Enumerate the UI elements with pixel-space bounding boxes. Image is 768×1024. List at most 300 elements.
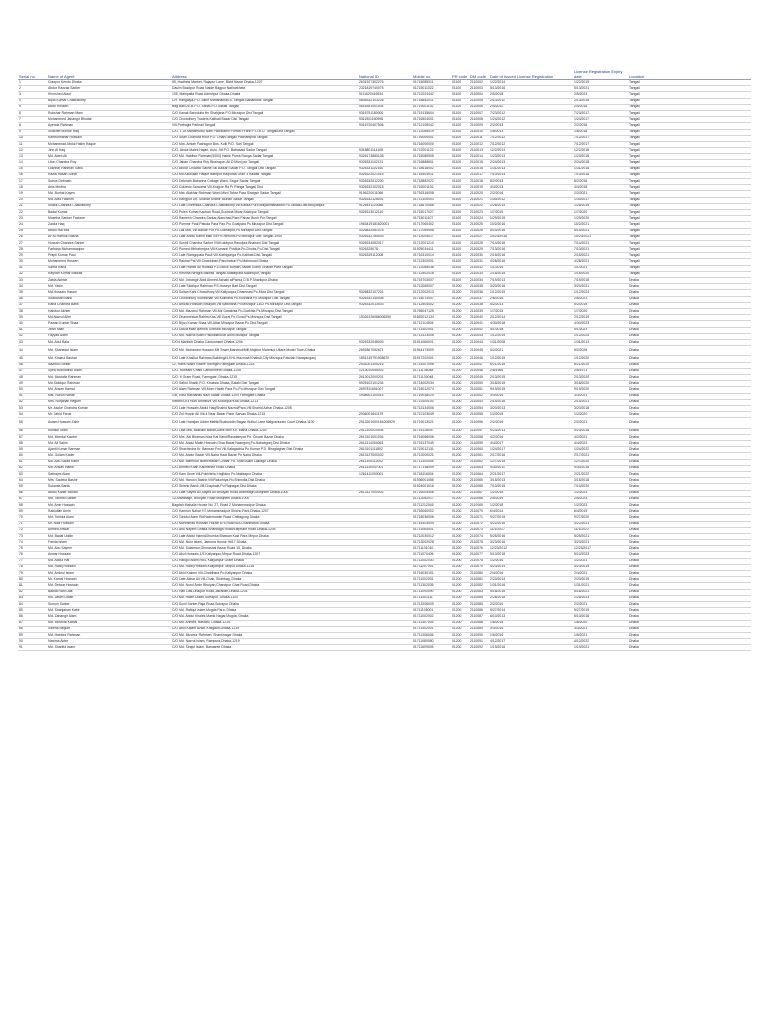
cell-mobile: 01716310014 [412, 253, 451, 259]
cell-location: Dhaka [628, 490, 751, 496]
cell-dm-code: 2110016 [469, 166, 489, 172]
cell-location: Tangail [628, 117, 751, 123]
cell-address: 1/B, East Hasnahas Nazi Sadar Dhaka 1209 Farmgate Dhaka [171, 393, 358, 399]
col-header-location: Location [628, 66, 751, 80]
cell-mobile: 01718852011 [412, 98, 451, 104]
cell-mobile: 01717138009 [412, 465, 451, 471]
cell-serial: 28 [18, 247, 47, 253]
cell-location: Tangail [628, 271, 751, 277]
cell-issue-date: 1/1/2016 [489, 265, 573, 271]
cell-serial: 11 [18, 141, 47, 147]
cell-pr-code: 01200 [451, 484, 469, 490]
cell-agent-name: Liton Chandra Roy [47, 160, 171, 166]
cell-national-id: 9316751180000 [358, 110, 412, 116]
cell-mobile: 01715011107 [412, 216, 451, 222]
cell-dm-code: 2110002 [469, 80, 489, 86]
cell-agent-name: Nazmul Sorkar [47, 362, 171, 368]
cell-serial: 38 [18, 308, 47, 314]
cell-national-id: 9326313012110 [358, 209, 412, 215]
cell-pr-code: 01200 [451, 284, 469, 290]
cell-dm-code: 2110044 [469, 339, 489, 345]
cell-location: Dhaka [628, 509, 751, 515]
cell-address: C/O Kamrun Nahar H7,Mohammadpur Shishu Park,Dhaka-1207 [171, 509, 358, 515]
cell-location: Dhaka [628, 356, 751, 362]
cell-address: C/O Md. Nazrul Islam, Rampura,Dhaka-1219 [171, 639, 358, 645]
cell-location: Dhaka [628, 645, 751, 651]
cell-dm-code: 2110006 [469, 104, 489, 110]
cell-issue-date: 2/4/2011 [489, 104, 573, 110]
cell-mobile: 01715303004 [412, 521, 451, 527]
cell-mobile: 01715137049 [412, 441, 451, 447]
cell-mobile: 01712065007 [412, 284, 451, 290]
cell-expiry-date: 6/4/2019 [573, 509, 628, 515]
cell-pr-code: 01200 [451, 333, 469, 339]
cell-expiry-date: 1/2/2021 [573, 558, 628, 564]
cell-dm-code: 2110032 [469, 265, 489, 271]
cell-pr-code: 01200 [451, 515, 469, 521]
cell-issue-date: 2/2/2016 [489, 418, 573, 428]
table-row [18, 418, 751, 428]
cell-address: C/O Md. Rafiqul Islam,Mugda Para, Dhaka [171, 608, 358, 614]
cell-agent-name: Md. Tahmid Sarker [47, 496, 171, 502]
cell-agent-name: Mrs. Nurjahan Begum [47, 399, 171, 405]
cell-mobile: 01714002034 [412, 381, 451, 387]
cell-location: Dhaka [628, 484, 751, 490]
cell-serial: 29 [18, 253, 47, 259]
cell-agent-name: Zaidul Haq [47, 222, 171, 228]
cell-mobile: 01712103049 [412, 412, 451, 418]
cell-address: C/O Md. Johangir Abdl,Ahmed Ashabi alPamul O.B.P.Sharikpur.Dhaka [171, 278, 358, 284]
cell-location: Tangail [628, 228, 751, 234]
cell-serial: 66 [18, 490, 47, 496]
cell-mobile: 01711001111 [412, 595, 451, 601]
cell-mobile: 01716888601 [412, 160, 451, 166]
cell-address: Daulin Bazdpur Road Nalde Bagpur Natharkhela [171, 86, 358, 92]
cell-expiry-date: 10/23/2021 [573, 234, 628, 240]
cell-agent-name: Md. Tohidul Alam [47, 515, 171, 521]
cell-serial: 76 [18, 552, 47, 558]
cell-location: Dhaka [628, 399, 751, 405]
cell-mobile: 01716403011 [412, 172, 451, 178]
cell-expiry-date: 2/2/2018 [573, 123, 628, 129]
cell-expiry-date: 1/24/2022 [573, 447, 628, 453]
cell-serial: 39 [18, 315, 47, 321]
cell-serial: 57 [18, 434, 47, 440]
cell-address: C/O Rangpur Dir. Shahar Shahir Bluhan Sadar Tangail [171, 197, 358, 203]
cell-location: Dhaka [628, 595, 751, 601]
cell-issue-date: 2/6/2016 [489, 296, 573, 302]
cell-address: C/O Late Hamijan Uddin Mallik/Shabuddin Bagan Bulbul Lane Nalgoshurain Court Dhaka-1100 [171, 418, 358, 428]
cell-address: C/O Md. Nazrul Islam Pachalkbonar Alom Mizapur Tangail [171, 333, 358, 339]
cell-location: Dhaka [628, 614, 751, 620]
cell-location: Dhaka [628, 418, 751, 428]
cell-serial: 88 [18, 626, 47, 632]
cell-pr-code: 01100 [451, 185, 469, 191]
cell-serial: 63 [18, 472, 47, 478]
cell-location: Dhaka [628, 327, 751, 333]
cell-serial: 31 [18, 265, 47, 271]
cell-dm-code: 2110027 [469, 234, 489, 240]
cell-mobile: 01715012131 [412, 447, 451, 453]
cell-agent-name: Zabla Akhtar [47, 278, 171, 284]
cell-issue-date: 1/23/2013 [489, 154, 573, 160]
cell-pr-code: 01100 [451, 191, 469, 197]
cell-serial: 75 [18, 546, 47, 552]
cell-location: Tangail [628, 203, 751, 209]
cell-expiry-date: 3/3/2021 [573, 626, 628, 632]
cell-location: Dhaka [628, 453, 751, 459]
cell-agent-name: Abdul Kader Mollah [47, 490, 171, 496]
cell-expiry-date: 1/22/2019 [573, 80, 628, 86]
cell-address: C/O Rafiqul Islam H#4, Kallyanpur Gram Dhaka [171, 558, 358, 564]
cell-issue-date: 1/24/2012 [489, 117, 573, 123]
cell-expiry-date: 7/12/2017 [573, 141, 628, 147]
cell-mobile: 01711002031 [412, 577, 451, 583]
cell-pr-code: 01200 [451, 564, 469, 570]
cell-agent-name: Abdo Hossen [47, 104, 171, 110]
cell-pr-code: 01200 [451, 472, 469, 478]
cell-serial: 45 [18, 356, 47, 362]
cell-issue-date: 1/2/2016 [489, 558, 573, 564]
cell-location: Dhaka [628, 278, 751, 284]
cell-serial: 21 [18, 203, 47, 209]
cell-location: Dhaka [628, 434, 751, 440]
cell-expiry-date: 6/21/2020 [573, 362, 628, 368]
cell-mobile: 01925034411 [412, 247, 451, 253]
cell-agent-name: Md. Khairul Bashar [47, 356, 171, 362]
cell-mobile: 01715080905 [412, 154, 451, 160]
cell-pr-code: 01200 [451, 577, 469, 583]
cell-issue-date: 1/31/2016 [489, 583, 573, 589]
cell-national-id: 9326339112008 [358, 253, 412, 259]
cell-location: Dhaka [628, 393, 751, 399]
cell-address: C/O Md. Abdul Matin,Hossain Ghat Bazar,Nazirgonj,Po.Nababgonj,Dist.Dhaka [171, 441, 358, 447]
cell-address: C/O Sahid Shabb P.O. Khuksia Dhaka, Balaki Dist Tangail [171, 381, 358, 387]
cell-serial: 22 [18, 209, 47, 215]
cell-issue-date: 1/24/2017 [489, 447, 573, 453]
cell-pr-code: 01200 [451, 308, 469, 314]
cell-issue-date: 2/2/2013 [489, 123, 573, 129]
cell-dm-code: 2110079 [469, 564, 489, 570]
cell-serial: 13 [18, 154, 47, 160]
cell-address: C/O Mrs. Aki Bhaman Niaz Kal Kanit/Ravalamyar Po. Chowk Bazar Dhaka [171, 434, 358, 440]
cell-address: C/O Sultan Kahi Chowdhury,Vill Kaliyanpur,Dhamnasi Po-Mizd Dist.Tangail [171, 290, 358, 296]
cell-dm-code: 2110018 [469, 179, 489, 185]
cell-issue-date: 5/13/2016 [489, 86, 573, 92]
cell-address: C/O Late Abdul Karim Mali Vill Po-Heroms Po Mirzapur Dist Tangail-1944 [171, 234, 358, 240]
cell-serial: 18 [18, 185, 47, 191]
cell-issue-date: 3/15/2013 [489, 478, 573, 484]
cell-serial: 74 [18, 540, 47, 546]
cell-location: Tangail [628, 172, 751, 178]
cell-serial: 68 [18, 502, 47, 508]
cell-pr-code: 01200 [451, 589, 469, 595]
cell-address: C/O Md. Rafiq Hossain,Kallyanpur, Mirpur,Dhaka-1216 [171, 564, 358, 570]
cell-location: Dhaka [628, 626, 751, 632]
cell-mobile: 01712001210 [412, 240, 451, 246]
cell-dm-code: 2110030 [469, 253, 489, 259]
cell-mobile: 01711136048 [412, 368, 451, 374]
cell-address: C/O Md. Haroon Bashir,Vill:Raluchiya,Po:Shimulia,Dist.Dhaka [171, 478, 358, 484]
cell-expiry-date: 11/1/2022 [573, 527, 628, 533]
cell-serial: 17 [18, 179, 47, 185]
cell-national-id: 9326332128001 [358, 197, 412, 203]
cell-issue-date: 1/30/2012 [489, 197, 573, 203]
cell-pr-code: 01200 [451, 375, 469, 381]
cell-location: Dhaka [628, 608, 751, 614]
cell-agent-name: Abdur Razzak Sarker [47, 86, 171, 92]
cell-issue-date: 1/8/2013 [489, 129, 573, 135]
cell-mobile: 01713206009 [412, 601, 451, 607]
cell-mobile: 01911066001 [412, 339, 451, 345]
cell-pr-code: 01200 [451, 393, 469, 399]
cell-pr-code: 01200 [451, 496, 469, 502]
col-header-serial: Serial no [18, 66, 47, 80]
cell-issue-date: 7/14/2016 [489, 240, 573, 246]
cell-national-id: 2613012000201 [358, 375, 412, 381]
cell-dm-code: 2110089 [469, 626, 489, 632]
cell-issue-date: 11/1/2017 [489, 527, 573, 533]
cell-location: Dhaka [628, 589, 751, 595]
cell-agent-name: Prapti Kumar Paul [47, 253, 171, 259]
cell-dm-code: 2110071 [469, 515, 489, 521]
cell-pr-code: 01100 [451, 80, 469, 86]
cell-dm-code: 2110031 [469, 259, 489, 265]
cell-dm-code: 2110043 [469, 333, 489, 339]
cell-national-id: 2936001841175 [358, 412, 412, 418]
cell-issue-date: 6/4/2014 [489, 509, 573, 515]
cell-agent-name: Sumon Sarker [47, 601, 171, 607]
cell-location: Tangail [628, 253, 751, 259]
cell-expiry-date: 4/28/2021 [573, 259, 628, 265]
cell-expiry-date: 3/20/2021 [573, 284, 628, 290]
cell-serial: 20 [18, 197, 47, 203]
cell-mobile: 01712024442 [412, 92, 451, 98]
cell-serial: 91 [18, 645, 47, 651]
cell-agent-name: Md.Hossain Hasan [47, 290, 171, 296]
cell-issue-date: 2/13/2011 [489, 98, 573, 104]
cell-mobile: 01715074007 [412, 296, 451, 302]
cell-expiry-date: 1/7/2020 [573, 209, 628, 215]
cell-expiry-date: 7/13/2021 [573, 247, 628, 253]
cell-mobile: 01711307005 [412, 620, 451, 626]
cell-dm-code: 2110015 [469, 160, 489, 166]
cell-issue-date: 3/23/2016 [489, 540, 573, 546]
cell-expiry-date: 1/1/2021 [573, 265, 628, 271]
cell-pr-code: 01200 [451, 546, 469, 552]
cell-mobile: 01716000000 [412, 141, 451, 147]
cell-dm-code: 2110022 [469, 203, 489, 209]
cell-national-id: 2611330047001 [358, 465, 412, 471]
cell-address: C/O Md. Noor Islam, Jamuna House H#17 Dhaka [171, 540, 358, 546]
cell-mobile: 01715085011 [412, 80, 451, 86]
cell-expiry-date: 2/26/2023 [573, 595, 628, 601]
cell-agent-name: Khorshed Alam [47, 92, 171, 98]
cell-expiry-date: 6/10/2018 [573, 614, 628, 620]
cell-expiry-date: 7/19/2018 [573, 278, 628, 284]
cell-serial: 43 [18, 339, 47, 345]
cell-issue-date: 2/2/2016 [489, 601, 573, 607]
cell-expiry-date: 1/7/2020 [573, 308, 628, 314]
cell-mobile: 01716316008 [412, 191, 451, 197]
cell-national-id: 9326325078 [358, 247, 412, 253]
cell-expiry-date: 2/12/2019 [573, 315, 628, 321]
cell-issue-date: 1/7/2015 [489, 209, 573, 215]
table-row [18, 346, 751, 356]
cell-mobile: 01712004017 [412, 234, 451, 240]
cell-address: C/O Shishir Banik,Vill:Chapkala,Po:Rajnagar,Dist:Dhaka [171, 484, 358, 490]
cell-expiry-date: 5/14/2021 [573, 228, 628, 234]
cell-issue-date: 5/2/2021 [489, 346, 573, 356]
cell-mobile: 01716004406 [412, 490, 451, 496]
cell-location: Dhaka [628, 558, 751, 564]
cell-location: Tangail [628, 247, 751, 253]
cell-pr-code: 01100 [451, 110, 469, 116]
cell-dm-code: 2110052 [469, 393, 489, 399]
cell-mobile: 01716000001 [412, 135, 451, 141]
cell-expiry-date: 5/2/2026 [573, 346, 628, 356]
cell-dm-code: 2110011 [469, 135, 489, 141]
cell-dm-code: 2110010 [469, 129, 489, 135]
cell-issue-date: 5/14/2016 [489, 228, 573, 234]
cell-expiry-date: 2/20/2019 [573, 577, 628, 583]
cell-agent-name: AF.M Harnuk Rasha [47, 234, 171, 240]
cell-expiry-date: 5/2/2018 [573, 302, 628, 308]
cell-location: Tangail [628, 166, 751, 172]
cell-national-id: 2611314004063 [358, 441, 412, 447]
cell-issue-date: 5/25/2016 [489, 533, 573, 539]
cell-agent-name: Md. Abu Sayem [47, 546, 171, 552]
cell-issue-date: 7/12/2012 [489, 135, 573, 141]
cell-dm-code: 2110021 [469, 197, 489, 203]
cell-pr-code: 01200 [451, 509, 469, 515]
cell-national-id: 9326174880108 [358, 154, 412, 160]
cell-serial: 78 [18, 564, 47, 570]
cell-serial: 69 [18, 509, 47, 515]
cell-address: C/O Jaban Chandra Roy Bhairapur. Ali D Mizd pur Tangail [171, 160, 358, 166]
cell-expiry-date: 1/29/2020 [573, 216, 628, 222]
cell-expiry-date: 12/2/2018 [573, 148, 628, 154]
cell-expiry-date: 1/12/2024 [573, 290, 628, 296]
cell-pr-code: 01200 [451, 453, 469, 459]
cell-address: C/O Abu Nayem Dhaka Shahbagh Road/Elephant Road Dhaka-1205 [171, 527, 358, 533]
cell-agent-name: Bipal Kumar Chakraborty [47, 98, 171, 104]
cell-serial: 15 [18, 166, 47, 172]
cell-agent-name: Md.Nazrul Alim [47, 315, 171, 321]
cell-dm-code: 2110088 [469, 620, 489, 626]
cell-expiry-date: 4/4/2022 [573, 441, 628, 447]
cell-agent-name: Md. Borhal Kayes [47, 191, 171, 197]
cell-address: C/O Md. Ahmed, Basabo, Dhaka-1214 [171, 620, 358, 626]
cell-mobile: 01711300405 [412, 459, 451, 465]
cell-expiry-date: 1/30/2017 [573, 197, 628, 203]
cell-location: Dhaka [628, 496, 751, 502]
cell-national-id: 2631927302276 [358, 80, 412, 86]
cell-national-id: 9326334082017 [358, 240, 412, 246]
cell-serial: 61 [18, 459, 47, 465]
cell-serial: 54 [18, 412, 47, 418]
cell-serial: 47 [18, 368, 47, 374]
cell-serial: 58 [18, 441, 47, 447]
cell-pr-code: 01200 [451, 639, 469, 645]
cell-pr-code: 01100 [451, 234, 469, 240]
cell-expiry-date: 5/18/2021 [573, 589, 628, 595]
cell-location: Tangail [628, 154, 751, 160]
cell-mobile: 01711400103 [412, 399, 451, 405]
cell-agent-name: Md. Abul Hashim [47, 197, 171, 203]
cell-agent-name: Md. Shariful Islam [47, 645, 171, 651]
cell-address: C/O Pumed Mirhahmipur,Vill:Kumarin Postkia Po-Dhobs,Po.Dist.Tangail [171, 247, 358, 253]
cell-serial: 80 [18, 577, 47, 583]
cell-pr-code: 01200 [451, 387, 469, 393]
cell-agent-name: Md. Habibur Rahman [47, 632, 171, 638]
cell-address: 105, Mahipalta Road Adrishpur Dhaka-Dhaka [171, 92, 358, 98]
cell-dm-code: 2110064 [469, 472, 489, 478]
cell-expiry-date: 2/5/2023 [573, 92, 628, 98]
cell-expiry-date: 5/10/2023 [573, 552, 628, 558]
cell-serial: 5 [18, 104, 47, 110]
cell-issue-date: 4/4/2017 [489, 441, 573, 447]
cell-pr-code: 01100 [451, 222, 469, 228]
cell-serial: 2 [18, 86, 47, 92]
cell-expiry-date: 9/30/2016 [573, 465, 628, 471]
cell-issue-date: 1/31/2013 [489, 166, 573, 172]
cell-mobile: 01715135604 [412, 110, 451, 116]
cell-pr-code: 01200 [451, 583, 469, 589]
cell-dm-code: 2110059 [469, 441, 489, 447]
cell-address: C/O. Abdul Malek Hajari, Ashi, Jitt P.O. Babasaid Sadar Tangail [171, 148, 358, 154]
cell-location: Tangail [628, 123, 751, 129]
cell-pr-code: 01200 [451, 290, 469, 296]
cell-dm-code: 2110082 [469, 583, 489, 589]
cell-address: C/O Bijon Kumar Shaa,Vill-Uttar Mirzapur Bazar,Po.Dist.Tangail [171, 321, 358, 327]
cell-expiry-date: 1/2/2023 [573, 490, 628, 496]
cell-serial: 33 [18, 278, 47, 284]
cell-expiry-date: 5/13/2021 [573, 86, 628, 92]
cell-agent-name: Syed Mohiddinul Alam [47, 368, 171, 374]
cell-location: Tangail [628, 148, 751, 154]
cell-issue-date: 12/7/2015 [489, 459, 573, 465]
cell-expiry-date: 1/26/2019 [573, 203, 628, 209]
cell-pr-code: 01200 [451, 595, 469, 601]
cell-dm-code: 2110086 [469, 608, 489, 614]
cell-address: C/O Abdur Chowdo Saline Sill Balkan Sadar P.O. Tangail Dist Tangail [171, 166, 358, 172]
cell-agent-name: Jiosh Mian [47, 327, 171, 333]
cell-serial: 84 [18, 601, 47, 607]
cell-address: CH. Rangalya-P.O. Bilbir Mahahathali-S. Tangail Badabhkai Tangail [171, 98, 358, 104]
cell-serial: 56 [18, 428, 47, 434]
cell-dm-code: 2110091 [469, 639, 489, 645]
cell-location: Dhaka [628, 333, 751, 339]
cell-agent-name: Md. Abul Bala [47, 339, 171, 345]
cell-location: Dhaka [628, 296, 751, 302]
cell-location: Tangail [628, 259, 751, 265]
cell-address: C/O Md. Sulaiman,Ghorashal Bazar Road 15, Dhaka [171, 546, 358, 552]
cell-issue-date: 4/23/2014 [489, 564, 573, 570]
cell-issue-date: 2/24/2013 [489, 160, 573, 166]
cell-pr-code: 01200 [451, 302, 469, 308]
col-header-national-id: National ID [358, 66, 412, 80]
cell-dm-code: 2110057 [469, 428, 489, 434]
cell-dm-code: 2110047 [469, 362, 489, 368]
cell-mobile: 01765047125 [412, 308, 451, 314]
cell-serial: 62 [18, 465, 47, 471]
cell-pr-code: 01100 [451, 154, 469, 160]
cell-agent-name: Rokshar Rahman Mam [47, 110, 171, 116]
cell-pr-code: 01200 [451, 412, 469, 418]
cell-dm-code: 2110084 [469, 595, 489, 601]
cell-address: C/O Ahmed Khan Kalimshen Road Dhaka [171, 465, 358, 471]
